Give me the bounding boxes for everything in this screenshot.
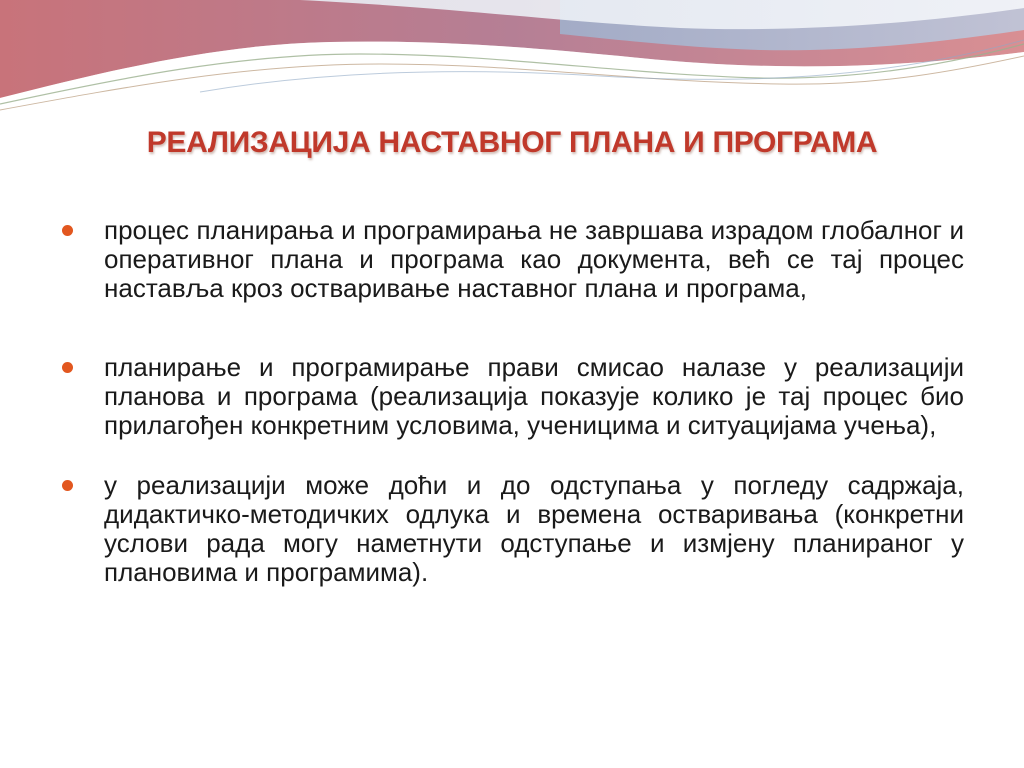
bullet-item (62, 216, 964, 303)
bullet-text: планирање и програмирање прави смисао налазе у реализацији планова и програма (реализација показује колико је тај процес био прилагођен конкретним условима, ученицима и ситуацијама учења), (104, 352, 964, 440)
bullet-dot-icon (62, 225, 73, 236)
bullet-text: процес планирања и програмирања не завршава израдом глобалног и оперативног плана и програма као документа, већ се тај процес наставља кроз остваривање наставног плана и програма, (104, 215, 964, 303)
bullet-dot-icon (62, 480, 73, 491)
slide-title: РЕАЛИЗАЦИЈА НАСТАВНОГ ПЛАНА И ПРОГРАМА (146, 126, 878, 159)
bullet-list (62, 216, 964, 587)
bullet-item (62, 353, 964, 440)
bullet-item (62, 471, 964, 587)
bullet-text: у реализацији може доћи и до одступања у погледу садржаја, дидактичко-методичких одлука и времена остваривања (конкретни услови рада могу наметнути одступање и измјену планираног у плановима и програмима). (104, 470, 964, 587)
bullet-dot-icon (62, 362, 73, 373)
header-wave-decoration (0, 0, 1024, 120)
